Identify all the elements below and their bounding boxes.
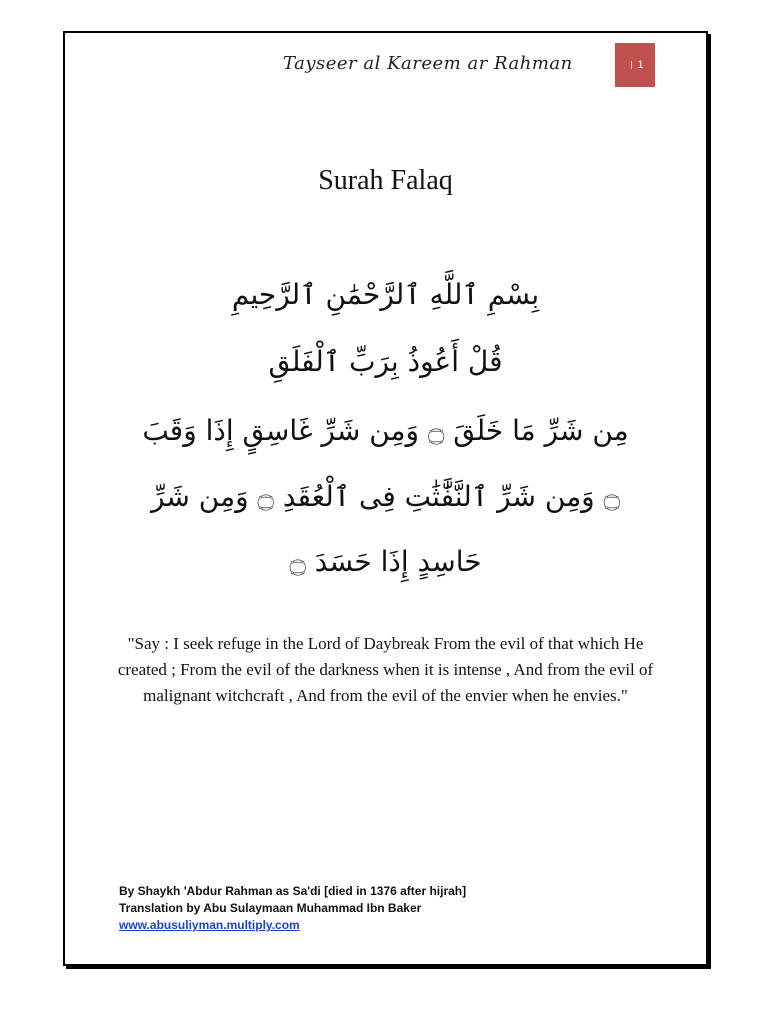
page-frame	[63, 31, 708, 966]
page-number: 1	[637, 59, 644, 71]
arabic-line-1: قُلْ أَعُوذُ بِرَبِّ ٱلْفَلَقِ	[268, 345, 503, 378]
author-credit: By Shaykh 'Abdur Rahman as Sa'di [died in 1376 after hijrah]	[119, 884, 467, 898]
english-translation: "Say : I seek refuge in the Lord of Daybreak From the evil of that which He created ; From the evil of the darkness when it is intense , And from the evil of malignant witchcraft , And from the evil of the envier when he envies."	[117, 634, 654, 705]
arabic-line-3: ۝ وَمِن شَرِّ ٱلنَّفَّٰثَٰتِ فِى ٱلْعُقَدِ ۝ وَمِن شَرِّ	[150, 480, 621, 513]
arabic-line-4: حَاسِدٍ إِذَا حَسَدَ ۝	[289, 545, 482, 578]
header-title: Tayseer al Kareem ar Rahman	[283, 53, 573, 74]
arabic-basmala: بِسْمِ ٱللَّهِ ٱلرَّحْمَٰنِ ٱلرَّحِيمِ	[231, 278, 540, 311]
page-number-badge	[615, 43, 655, 87]
badge-divider	[631, 61, 632, 69]
website-link[interactable]: www.abusuliyman.multiply.com	[119, 918, 300, 932]
surah-title: Surah Falaq	[318, 165, 453, 196]
translator-credit: Translation by Abu Sulaymaan Muhammad Ibn Baker	[119, 901, 422, 915]
credits-block	[119, 883, 466, 934]
arabic-line-2: مِن شَرِّ مَا خَلَقَ ۝ وَمِن شَرِّ غَاسِقٍ إِذَا وَقَبَ	[142, 414, 629, 447]
